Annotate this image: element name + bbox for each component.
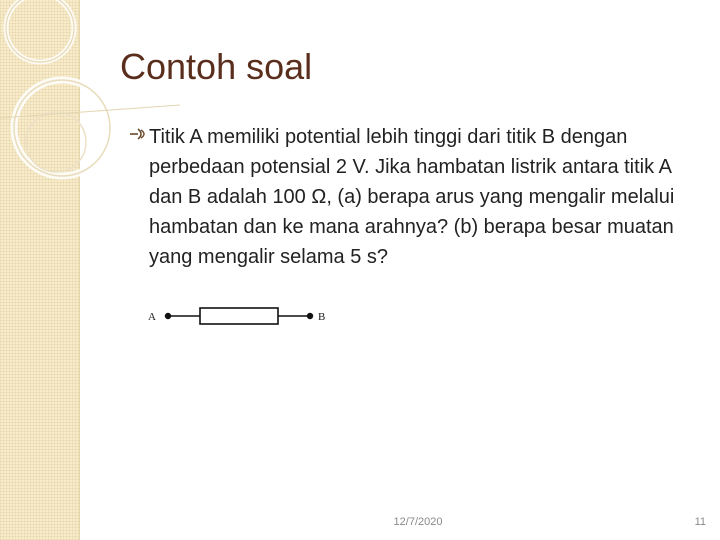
ornament-bullet-icon bbox=[128, 126, 150, 142]
resistor-circuit-diagram bbox=[140, 300, 340, 332]
resistor bbox=[200, 308, 278, 324]
problem-statement: Titik A memiliki potential lebih tinggi dari titik B dengan perbedaan potensial 2 V. Jika hambatan listrik antara titik A dan B adalah 100 Ω, (a) berapa arus yang mengalir melalui hambatan dan ke mana arahnya? (b) berapa besar muatan yang mengalir selama 5 s? bbox=[149, 126, 675, 268]
slide-title: Contoh soal bbox=[120, 46, 313, 87]
footer-date: 12/7/2020 bbox=[393, 516, 443, 528]
page-number: 11 bbox=[694, 516, 706, 528]
circuit-label-a: A bbox=[148, 311, 156, 323]
node-b bbox=[307, 313, 313, 319]
circuit-label-b: B bbox=[318, 311, 326, 323]
